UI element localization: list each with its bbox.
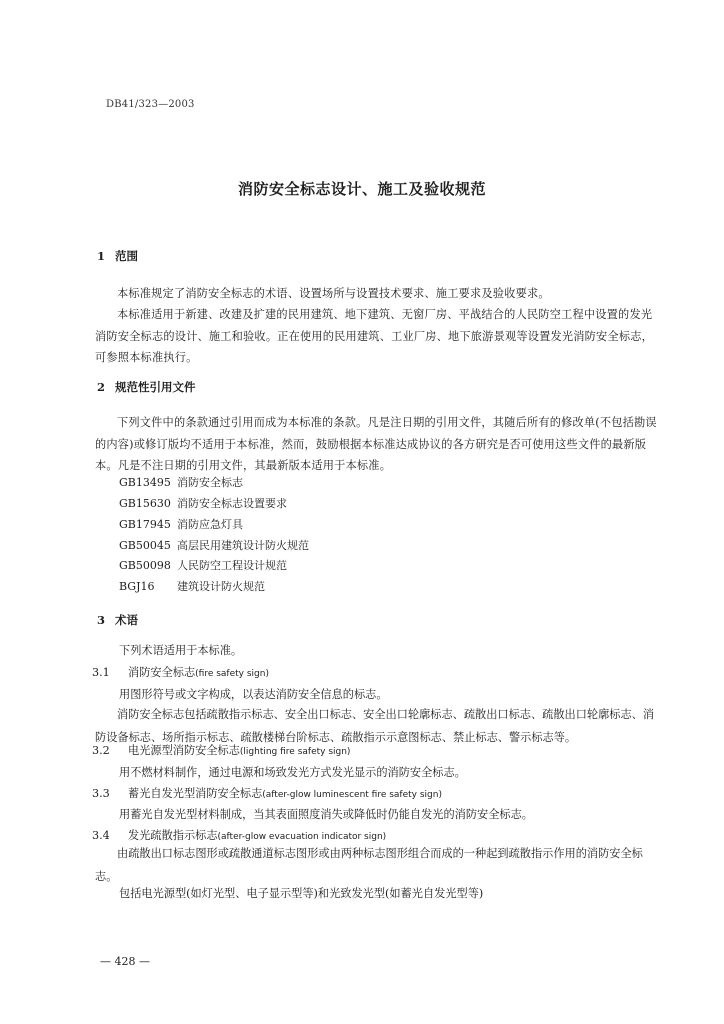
reference-item (119, 557, 287, 573)
term-english: (fire safety sign) (195, 669, 269, 679)
term-name: 发光疏散指示标志 (128, 829, 218, 842)
term-3-2-heading (92, 742, 350, 758)
term-3-1-note: 消防安全标志包括疏散指示标志、安全出口标志、安全出口轮廓标志、疏散出口标志、疏散出口轮廓标志、消防设备标志、场所指示标志、疏散楼梯台阶标志、疏散指示示意图标志、禁止标志、警示标志等。 (95, 708, 655, 744)
reference-code: GB15630 (119, 497, 171, 510)
section-number: 1 (97, 249, 106, 263)
term-name: 蓄光自发光型消防安全标志 (128, 787, 263, 800)
reference-item (119, 474, 243, 490)
term-name: 电光源型消防安全标志 (128, 744, 240, 757)
section-3-heading (97, 612, 138, 628)
terms-intro: 下列术语适用于本标准。 (119, 644, 243, 657)
reference-code: GB50098 (119, 559, 171, 572)
reference-name: 消防安全标志设置要求 (177, 497, 287, 510)
reference-code: GB13495 (119, 476, 171, 489)
page-number: — 428 — (100, 955, 150, 968)
reference-name: 消防安全标志 (177, 476, 243, 489)
reference-code: GB17945 (119, 518, 171, 531)
section-number: 2 (97, 380, 106, 394)
term-3-1-heading (92, 664, 269, 680)
term-3-4-definition: 由疏散出口标志图形或疏散通道标志图形或由两种标志图形组合而成的一种起到疏散指示作用的消防安全标志。 (95, 847, 643, 883)
reference-code: GB50045 (119, 539, 171, 552)
term-name: 消防安全标志 (128, 666, 196, 679)
term-3-4-note: 包括电光源型(如灯光型、电子显示型等)和光致发光型(如蓄光自发光型等) (119, 887, 484, 900)
reference-item (119, 537, 309, 553)
reference-name: 人民防空工程设计规范 (177, 559, 287, 572)
reference-name: 高层民用建筑设计防火规范 (177, 539, 309, 552)
reference-item (119, 578, 265, 594)
standard-code: DB41/323—2003 (106, 99, 195, 110)
scope-paragraph-1: 本标准规定了消防安全标志的术语、设置场所与设置技术要求、施工要求及验收要求。 (117, 287, 550, 300)
scope-paragraph-2: 本标准适用于新建、改建及扩建的民用建筑、地下建筑、无窗厂房、平战结合的人民防空工程中设置的发光消防安全标志的设计、施工和验收。正在使用的民用建筑、工业厂房、地下旅游景观等设置发光消防安全标志，可参照本标准执行。 (95, 308, 653, 364)
section-1-heading (97, 248, 138, 264)
term-english: (lighting fire safety sign) (239, 747, 351, 757)
section-title: 范围 (115, 249, 138, 263)
reference-item (119, 516, 243, 532)
section-number: 3 (97, 613, 106, 627)
document-title: 消防安全标志设计、施工及验收规范 (237, 180, 486, 198)
term-3-4-heading (92, 827, 386, 843)
reference-name: 建筑设计防火规范 (177, 580, 265, 593)
reference-code: BGJ16 (119, 580, 155, 593)
term-3-3-heading (92, 785, 442, 801)
reference-name: 消防应急灯具 (177, 518, 243, 531)
term-number: 3.4 (92, 829, 110, 842)
term-3-2-definition: 用不燃材料制作，通过电源和场致发光方式发光显示的消防安全标志。 (119, 766, 466, 779)
term-number: 3.3 (92, 787, 110, 800)
term-english: (after-glow evacuation indicator sign) (217, 832, 387, 842)
term-english: (after-glow luminescent fire safety sign) (262, 790, 442, 800)
term-number: 3.2 (92, 744, 110, 757)
section-title: 规范性引用文件 (115, 380, 196, 394)
refs-intro-paragraph: 下列文件中的条款通过引用而成为本标准的条款。凡是注日期的引用文件，其随后所有的修改单(不包括勘误的内容)或修订版均不适用于本标准，然而，鼓励根据本标准达成协议的各方研究是否可使用这些文件的最新版本。凡是不注日期的引用文件，其最新版本适用于本标准。 (95, 416, 657, 472)
term-number: 3.1 (92, 666, 110, 679)
term-3-3-definition: 用蓄光自发光型材料制成，当其表面照度消失或降低时仍能自发光的消防安全标志。 (119, 808, 533, 821)
term-3-1-definition: 用图形符号或文字构成，以表达消防安全信息的标志。 (119, 688, 388, 701)
section-2-heading (97, 379, 196, 395)
section-title: 术语 (115, 613, 138, 627)
reference-item (119, 495, 287, 511)
